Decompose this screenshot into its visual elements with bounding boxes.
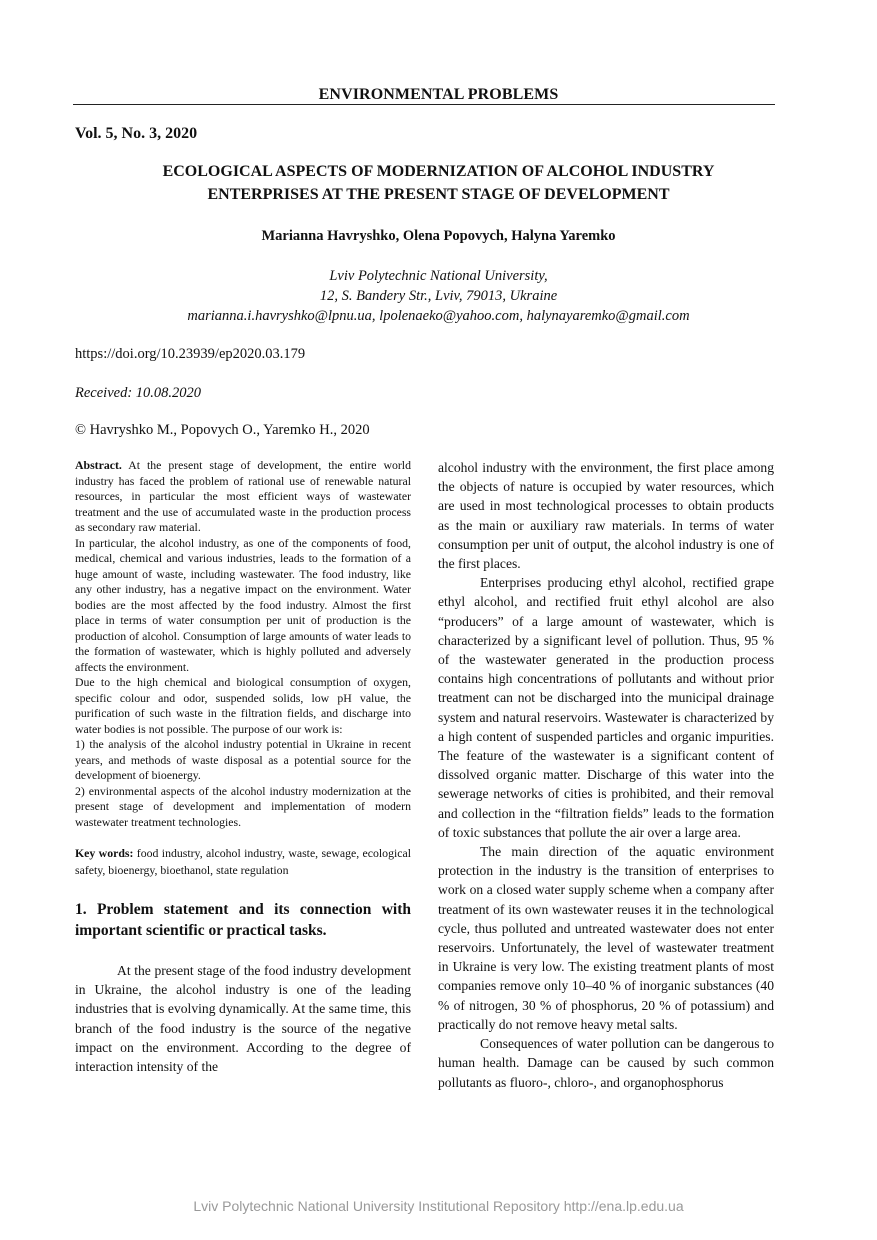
keywords-text: food industry, alcohol industry, waste, sewage, ecological safety, bioenergy, bioethanol, state regulation (75, 846, 411, 877)
abstract (75, 458, 411, 830)
affiliation-line-1: Lviv Polytechnic National University, (329, 268, 548, 284)
keywords (75, 845, 411, 879)
repository-footer: Lviv Polytechnic National University Institutional Repository http://ena.lp.edu.ua (193, 1198, 684, 1214)
volume-info: Vol. 5, No. 3, 2020 (75, 125, 198, 142)
abstract-paragraph-4: 1) the analysis of the alcohol industry potential in Ukraine in recent years, and methods of waste disposal as a potential source for the development of bioenergy. (75, 737, 411, 782)
section-body (75, 961, 411, 1076)
journal-header: ENVIRONMENTAL PROBLEMS (318, 86, 559, 103)
abstract-paragraph-2: In particular, the alcohol industry, as one of the components of food, medical, chemical and various industries, leads to the formation of a huge amount of waste, including wastewater. The food industry, like any other industry, has a negative impact on the environment. Water bodies are the most affected by the food industry. Almost the first place in terms of water consumption per unit of production is the production of alcohol. Consumption of large amounts of water leads to the formation of wastewater, which is highly polluted and adversely affects the environment. (75, 535, 411, 674)
abstract-paragraph-5: 2) environmental aspects of the alcohol industry modernization at the present stage of development and implementation of modern wastewater treatment technologies. (75, 783, 411, 829)
right-paragraph-3: The main direction of the aquatic environment protection in the industry is the transition of enterprises to work on a closed water supply scheme when a company after treatment of its own wastewater reuses it in the technological cycle, thus polluted and untreated wastewater does not enter reservoirs. Unfortunately, the level of wastewater treatment in Ukraine is very low. The existing treatment plants of most companies remove only 10–40 % of inorganic substances (40 % of nitrogen, 30 % of phosphorus, 20 % of potassium) and practically do not remove heavy metal salts. (438, 844, 774, 1032)
abstract-text-1: At the present stage of development, the entire world industry has faced the problem of rational use of renewable natural resources, in particular the most efficient ways of wastewater treatment and the use of accumulated waste in the production process as secondary raw material. (75, 458, 411, 534)
right-paragraph-1: alcohol industry with the environment, the first place among the objects of nature is occupied by water resources, which are used in most technological processes to obtain products as the main or auxiliary raw materials. In terms of water consumption per unit of output, the alcohol industry is one of the first places. (438, 460, 774, 572)
title-line-2: ENTERPRISES AT THE PRESENT STAGE OF DEVELOPMENT (207, 186, 670, 203)
right-paragraph-4: Consequences of water pollution can be dangerous to human health. Damage can be caused by such common pollutants as fluoro-, chloro-, and organophosphorus (438, 1036, 774, 1090)
left-column (75, 458, 411, 1076)
keywords-label: Key words: (75, 846, 134, 860)
affiliation-line-2: 12, S. Bandery Str., Lviv, 79013, Ukraine (319, 288, 558, 304)
header-rule (73, 104, 775, 105)
received-date: Received: 10.08.2020 (75, 385, 202, 401)
section-heading: 1. Problem statement and its connection with important scientific or practical tasks. (75, 901, 411, 939)
section-paragraph-1: At the present stage of the food industry development in Ukraine, the alcohol industry is one of the leading industries that is evolving dynamically. At the same time, this branch of the food industry is the source of the negative impact on the environment. According to the degree of interaction intensity of the (75, 963, 411, 1075)
abstract-paragraph-3: Due to the high chemical and biological consumption of oxygen, specific colour and odor, suspended solids, low pH value, the purification of such waste in the filtration fields, and discharge into water bodies is not possible. The purpose of our work is: (75, 675, 411, 736)
abstract-label: Abstract. (75, 458, 122, 472)
abstract-paragraph-1 (75, 458, 411, 536)
right-column (438, 458, 774, 1092)
doi-link[interactable]: https://doi.org/10.23939/ep2020.03.179 (75, 346, 306, 362)
right-paragraph-2: Enterprises producing ethyl alcohol, rectified grape ethyl alcohol, and rectified fruit ethyl alcohol are also “producers” of a large amount of wastewater, which is characterized by a significant level of pollution. Thus, 95 % of the wastewater generated in the production process contains high concentrations of pollutants and without prior treatment can not be discharged into the municipal drainage system and natural reservoirs. Wastewater is characterized by a high content of suspended particles and organic impurities. The feature of the wastewater is a significant content of dissolved organic matter. Discharge of this water into the sewerage networks of cities is prohibited, and their removal and collection in the “filtration fields” leads to the formation of toxic substances that pollute the air over a large area. (438, 575, 774, 840)
article-title (60, 160, 817, 206)
title-line-1: ECOLOGICAL ASPECTS OF MODERNIZATION OF ALCOHOL INDUSTRY (162, 163, 715, 180)
author-emails: marianna.i.havryshko@lpnu.ua, lpolenaeko@yahoo.com, halynayaremko@gmail.com (187, 308, 690, 324)
authors: Marianna Havryshko, Olena Popovych, Halyna Yaremko (261, 228, 616, 244)
affiliation (0, 266, 877, 326)
copyright-notice: © Havryshko M., Popovych O., Yaremko H., 2020 (75, 422, 370, 438)
